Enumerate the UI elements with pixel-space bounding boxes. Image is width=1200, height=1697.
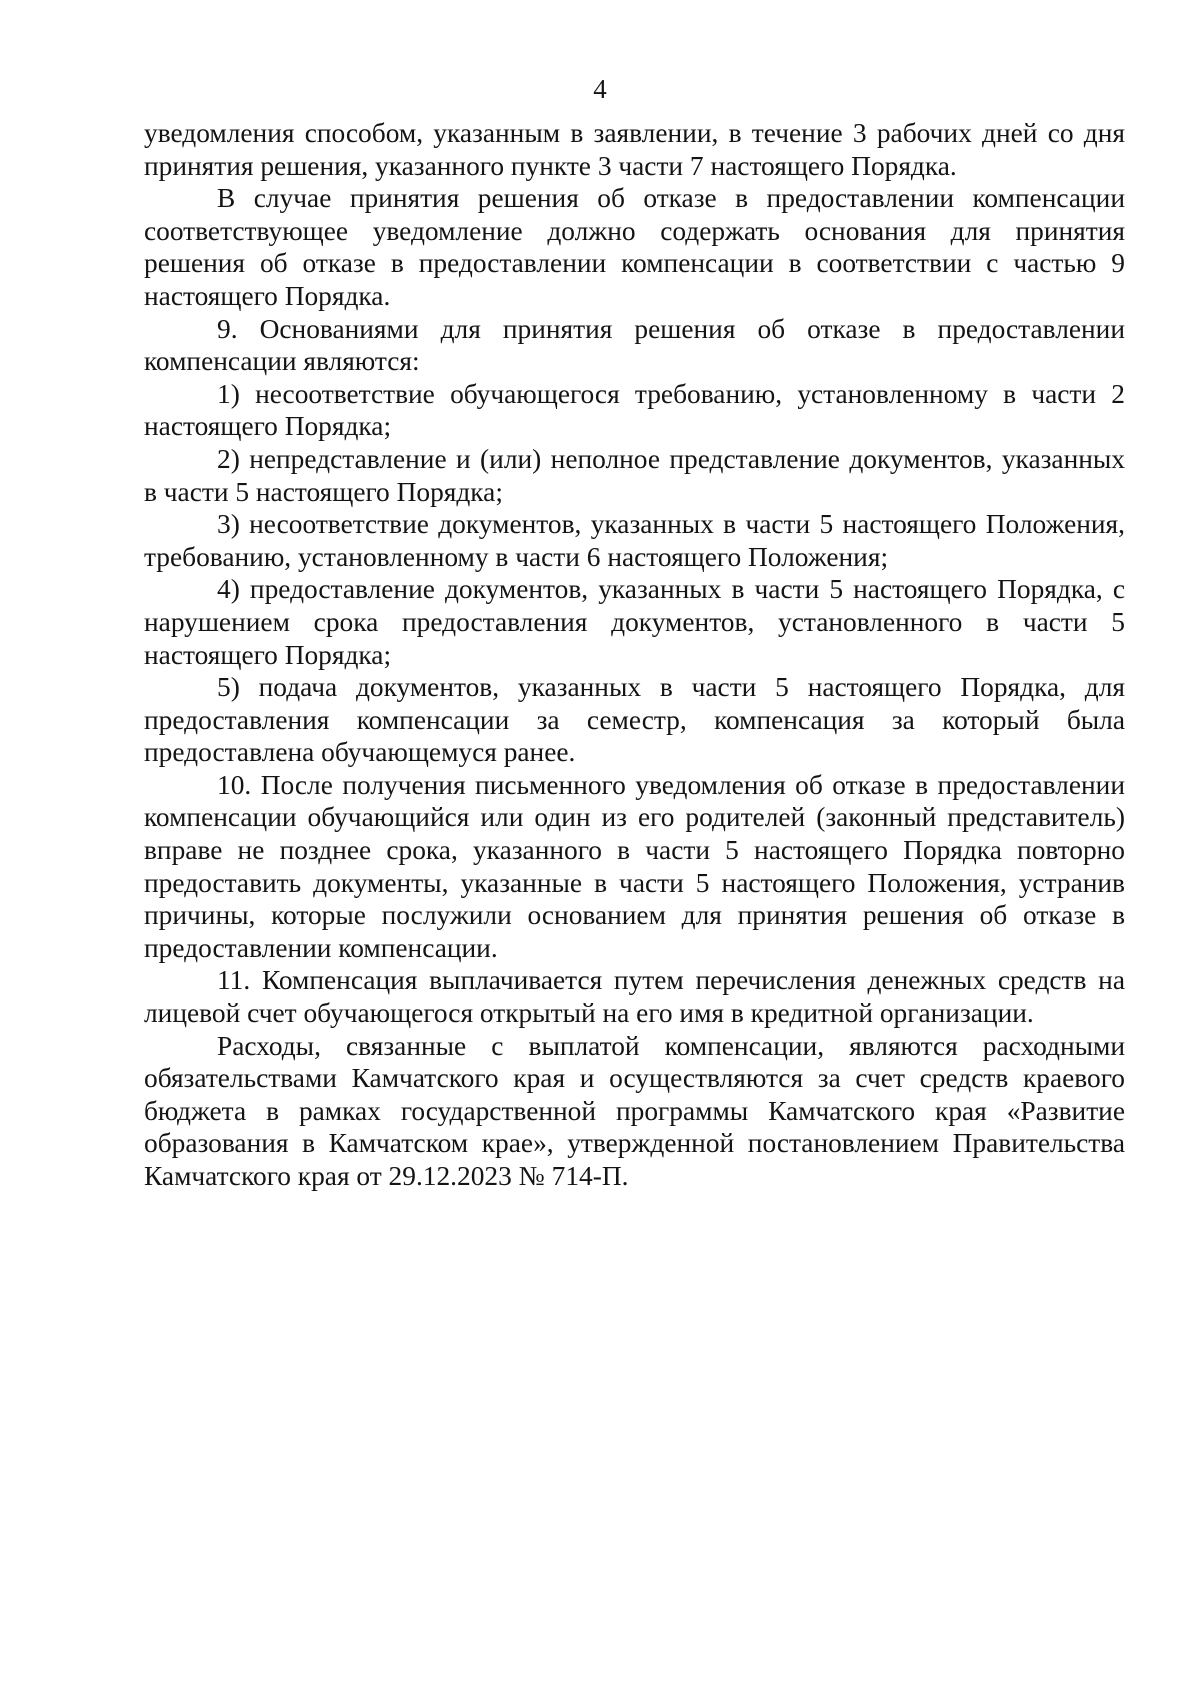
list-item-9-1: 1) несоответствие обучающегося требованию, установленному в части 2 настоящего Порядка; bbox=[144, 378, 1125, 442]
paragraph-clause-10: 10. После получения письменного уведомления об отказе в предоставлении компенсации обучающийся или один из его родителей (законный представитель) вправе не позднее срока, указанного в части 5 настоящего Порядка повторно предоставить документы, указанные в части 5 настоящего Положения, устранив причины, которые послужили основанием для принятия решения об отказе в предоставлении компенсации. bbox=[144, 769, 1125, 963]
paragraph-clause-9: 9. Основаниями для принятия решения об отказе в предоставлении компенсации являются: bbox=[144, 313, 1125, 377]
list-item-9-4: 4) предоставление документов, указанных в части 5 настоящего Порядка, с нарушением срока предоставления документов, установленного в части 5 настоящего Порядка; bbox=[144, 574, 1125, 670]
list-item-9-3: 3) несоответствие документов, указанных в части 5 настоящего Положения, требованию, установленному в части 6 настоящего Положения; bbox=[144, 509, 1125, 572]
paragraph-clause-11: 11. Компенсация выплачивается путем перечисления денежных средств на лицевой счет обучающегося открытый на его имя в кредитной организации. bbox=[144, 965, 1125, 1029]
list-item-9-2: 2) непредставление и (или) неполное представление документов, указанных в части 5 настоящего Порядка; bbox=[144, 443, 1125, 507]
list-item-9-5: 5) подача документов, указанных в части 5 настоящего Порядка, для предоставления компенсации за семестр, компенсация за который была предоставлена обучающемуся ранее. bbox=[144, 672, 1125, 768]
paragraph-expenses: Расходы, связанные с выплатой компенсации, являются расходными обязательствами Камчатского края и осуществляются за счет средств краевого бюджета в рамках государственной программы Камчатского края «Развитие образования в Камчатском крае», утвержденной постановлением Правительства Камчатского края от 29.12.2023 № 714-П. bbox=[144, 1030, 1125, 1191]
document-body bbox=[144, 117, 1125, 1193]
paragraph-continuation: уведомления способом, указанным в заявлении, в течение 3 рабочих дней со дня принятия решения, указанного пункте 3 части 7 настоящего Порядка. bbox=[144, 118, 1125, 181]
page-number: 4 bbox=[593, 74, 607, 104]
paragraph-refusal-notice: В случае принятия решения об отказе в предоставлении компенсации соответствующее уведомление должно содержать основания для принятия решения об отказе в предоставлении компенсации в соответствии с частью 9 настоящего Порядка. bbox=[144, 183, 1125, 311]
